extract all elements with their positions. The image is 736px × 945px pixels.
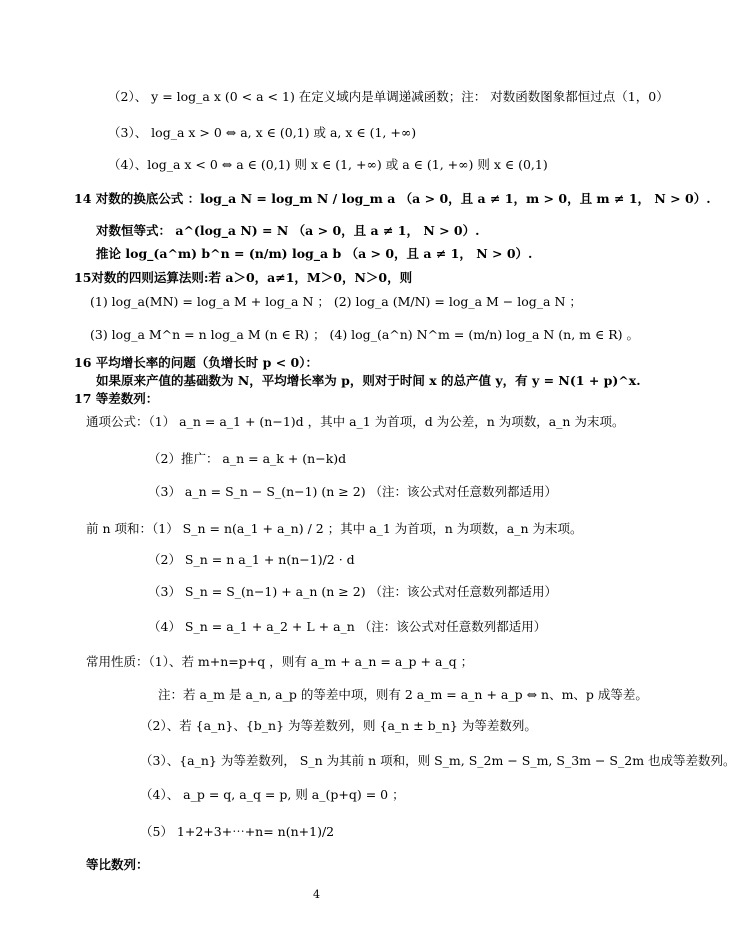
- common-property-5: （5） 1+2+3+⋯+n= n(n+1)/2: [140, 824, 335, 839]
- general-term-1: 通项公式：（1） a_n = a_1 + (n−1)d ，其中 a_1 为首项，d 为公差，n 为项数，a_n 为末项。: [86, 414, 625, 429]
- page-number: 4: [313, 888, 320, 901]
- heading-growth-rate: 16 平均增长率的问题（负增长时 p < 0）：: [74, 355, 318, 370]
- general-term-2: （2）推广： a_n = a_k + (n−k)d: [148, 451, 347, 466]
- heading-arithmetic-sequence: 17 等差数列：: [74, 391, 159, 406]
- log-property-3: （3）、 log_a x > 0 ⇔ a, x ∈ (0,1) 或 a, x ∈ (1, +∞): [108, 125, 417, 140]
- sum-formula-1: 前 n 项和：（1） S_n = n(a_1 + a_n) / 2 ；其中 a_1 为首项，n 为项数，a_n 为末项。: [86, 521, 583, 536]
- log-property-4: （4）、log_a x < 0 ⇔ a ∈ (0,1) 则 x ∈ (1, +∞) 或 a ∈ (1, +∞) 则 x ∈ (0,1): [108, 157, 548, 172]
- sum-formula-2: （2） S_n = n a_1 + n(n−1)/2 · d: [148, 552, 355, 567]
- general-term-3: （3） a_n = S_n − S_(n−1) (n ≥ 2) （注：该公式对任意数列都适用）: [148, 484, 558, 499]
- common-property-1: 常用性质：（1）、若 m+n=p+q ，则有 a_m + a_n = a_p + a_q ；: [86, 654, 474, 669]
- sum-formula-4: （4） S_n = a_1 + a_2 + L + a_n （注：该公式对任意数列都适用）: [148, 619, 547, 634]
- sum-formula-3: （3） S_n = S_(n−1) + a_n (n ≥ 2) （注：该公式对任意数列都适用）: [148, 584, 558, 599]
- heading-geometric-sequence: 等比数列：: [86, 857, 149, 872]
- common-property-2: （2）、若 {a_n}、{b_n} 为等差数列，则 {a_n ± b_n} 为等差数列。: [140, 718, 537, 733]
- common-property-3: （3）、{a_n} 为等差数列， S_n 为其前 n 项和，则 S_m, S_2m − S_m, S_3m − S_2m 也成等差数列。: [140, 753, 736, 768]
- log-rule-3-4: (3) log_a M^n = n log_a M (n ∈ R) ； (4) log_(a^n) N^m = (m/n) log_a N (n, m ∈ R) 。: [90, 327, 639, 342]
- heading-change-of-base: 14 对数的换底公式 ：log_a N = log_m N / log_m a （a > 0，且 a ≠ 1，m > 0，且 m ≠ 1， N > 0）.: [74, 191, 711, 206]
- log-corollary: 推论 log_(a^m) b^n = (n/m) log_a b （a > 0，且 a ≠ 1， N > 0）.: [96, 246, 533, 261]
- common-property-4: （4）、 a_p = q, a_q = p, 则 a_(p+q) = 0 ；: [140, 787, 405, 802]
- log-property-2: （2）、 y = log_a x (0 < a < 1) 在定义域内是单调递减函数；注： 对数函数图象都恒过点（1，0）: [108, 89, 669, 104]
- log-rule-1-2: (1) log_a(MN) = log_a M + log_a N ； (2) log_a (M/N) = log_a M − log_a N ；: [90, 294, 582, 309]
- heading-log-rules: 15对数的四则运算法则:若 a＞0，a≠1，M＞0，N＞0，则: [74, 270, 413, 285]
- growth-rate-formula: 如果原来产值的基础数为 N，平均增长率为 p，则对于时间 x 的总产值 y，有 y = N(1 + p)^x.: [96, 373, 641, 388]
- common-property-note: 注：若 a_m 是 a_n, a_p 的等差中项，则有 2 a_m = a_n + a_p ⇔ n、m、p 成等差。: [158, 687, 648, 702]
- log-identity: 对数恒等式： a^(log_a N) = N （a > 0，且 a ≠ 1， N > 0）.: [96, 223, 480, 238]
